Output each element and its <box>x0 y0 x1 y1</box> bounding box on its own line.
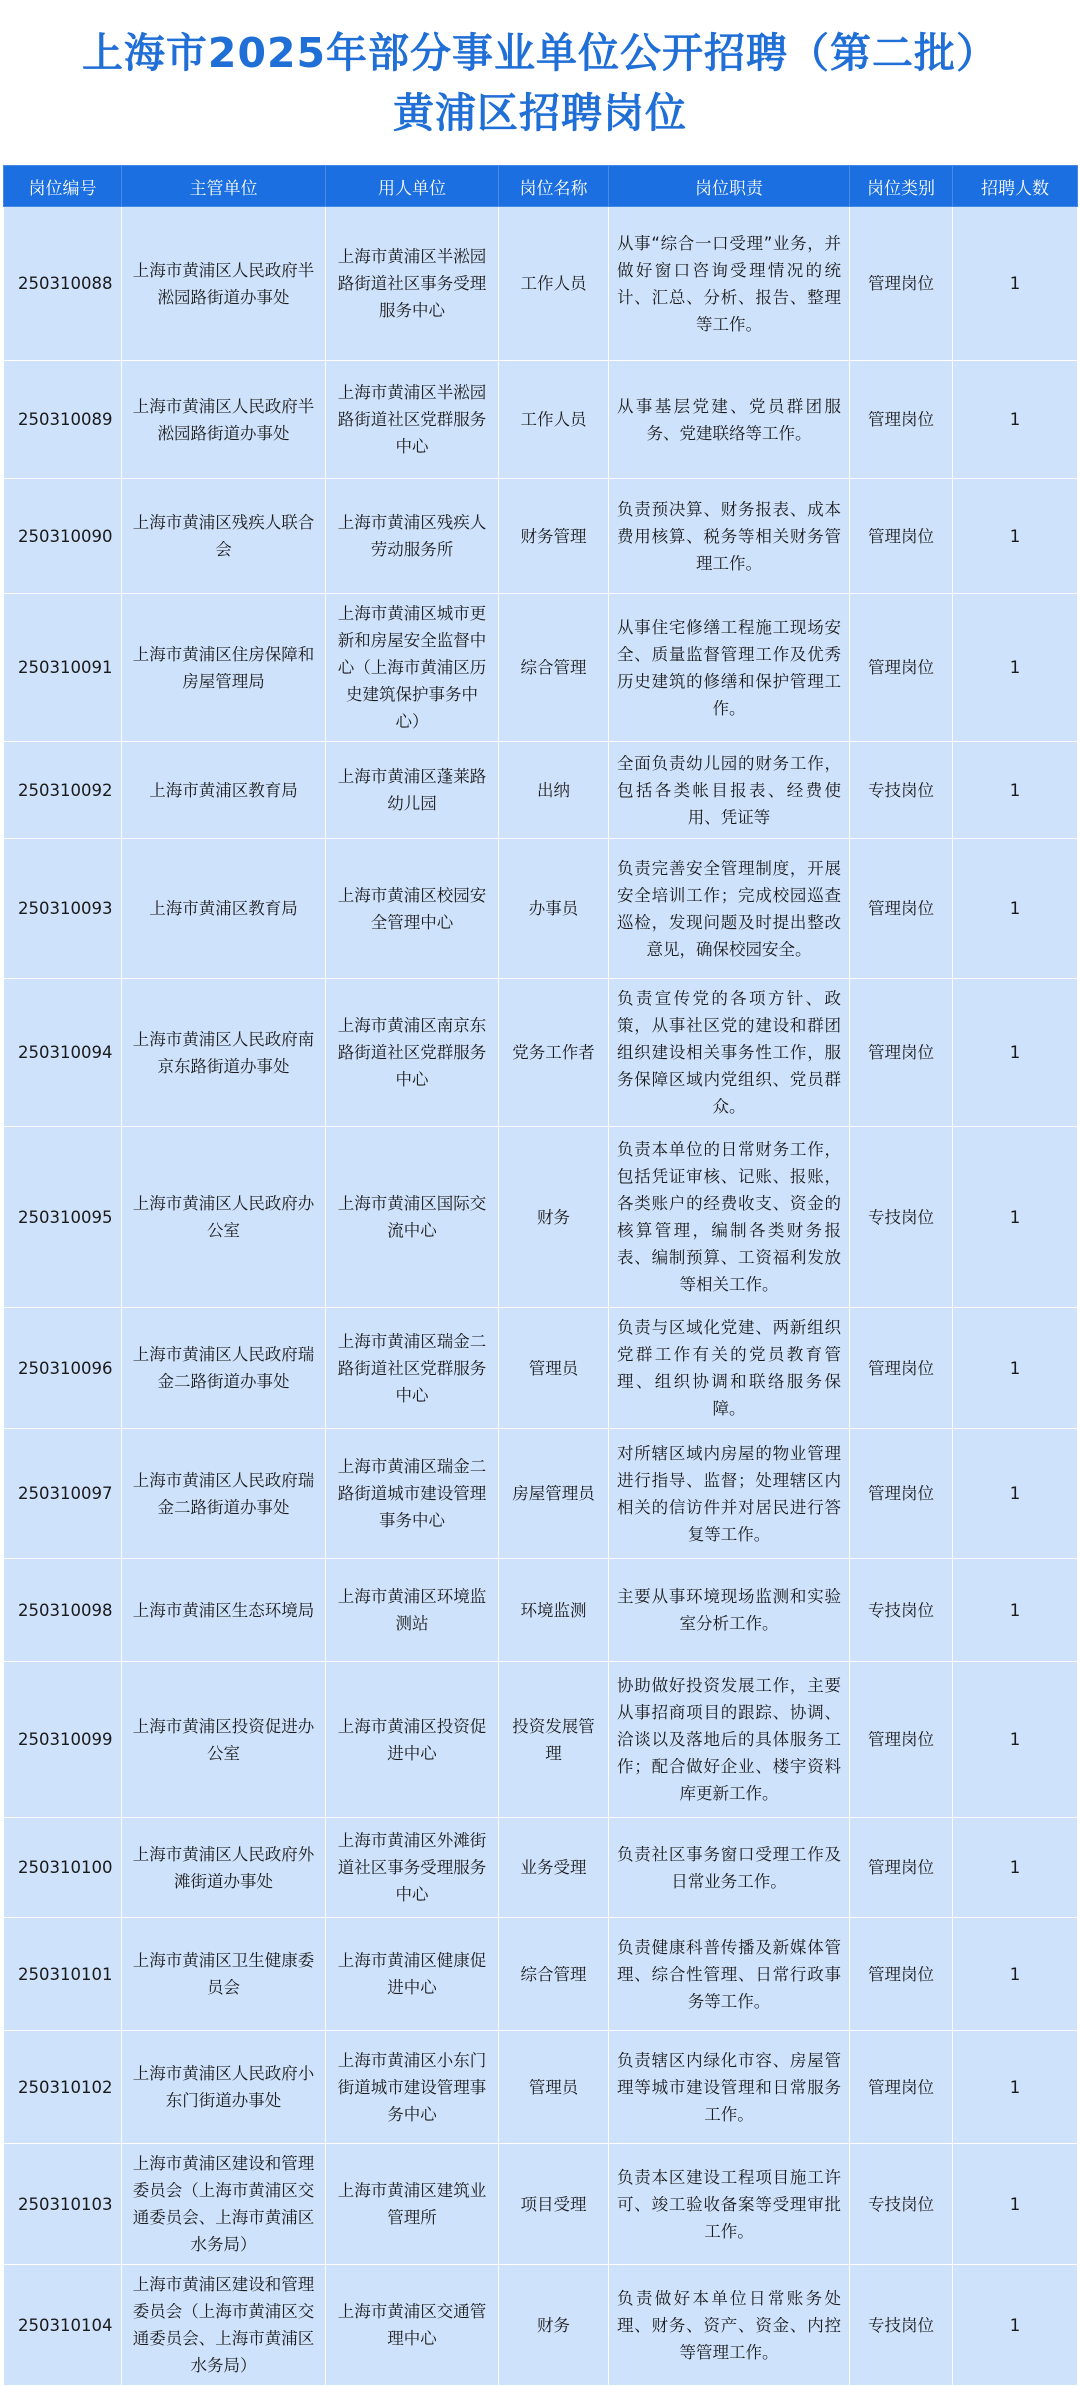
cell-dept: 上海市黄浦区人民政府南京东路街道办事处 <box>122 979 326 1127</box>
cell-count: 1 <box>953 1662 1078 1818</box>
cell-employer: 上海市黄浦区小东门街道城市建设管理事务中心 <box>326 2031 499 2144</box>
cell-category: 管理岗位 <box>850 1818 953 1918</box>
header-dept: 主管单位 <box>122 166 326 207</box>
cell-code: 250310097 <box>4 1429 122 1559</box>
header-count: 招聘人数 <box>953 166 1078 207</box>
cell-position: 财务管理 <box>499 479 609 594</box>
cell-duty: 负责宣传党的各项方针、政策，从事社区党的建设和群团组织建设相关事务性工作，服务保障区域内党组织、党员群众。 <box>609 979 850 1127</box>
cell-employer: 上海市黄浦区瑞金二路街道社区党群服务中心 <box>326 1308 499 1429</box>
table-row <box>4 742 1078 839</box>
cell-duty: 负责本单位的日常财务工作，包括凭证审核、记账、报账，各类账户的经费收支、资金的核算管理，编制各类财务报表、编制预算、工资福利发放等相关工作。 <box>609 1127 850 1308</box>
cell-employer: 上海市黄浦区半淞园路街道社区事务受理服务中心 <box>326 207 499 361</box>
cell-count: 1 <box>953 1127 1078 1308</box>
cell-code: 250310100 <box>4 1818 122 1918</box>
cell-position: 工作人员 <box>499 361 609 479</box>
cell-dept: 上海市黄浦区投资促进办公室 <box>122 1662 326 1818</box>
header-position: 岗位名称 <box>499 166 609 207</box>
cell-position: 业务受理 <box>499 1818 609 1918</box>
cell-dept: 上海市黄浦区人民政府半淞园路街道办事处 <box>122 207 326 361</box>
table-row <box>4 1662 1078 1818</box>
cell-employer: 上海市黄浦区城市更新和房屋安全监督中心（上海市黄浦区历史建筑保护事务中心） <box>326 594 499 742</box>
cell-category: 专技岗位 <box>850 2265 953 2386</box>
table-row <box>4 594 1078 742</box>
cell-duty: 对所辖区域内房屋的物业管理进行指导、监督；处理辖区内相关的信访件并对居民进行答复等工作。 <box>609 1429 850 1559</box>
cell-employer: 上海市黄浦区瑞金二路街道城市建设管理事务中心 <box>326 1429 499 1559</box>
header-category: 岗位类别 <box>850 166 953 207</box>
cell-employer: 上海市黄浦区投资促进中心 <box>326 1662 499 1818</box>
cell-employer: 上海市黄浦区健康促进中心 <box>326 1918 499 2031</box>
cell-dept: 上海市黄浦区建设和管理委员会（上海市黄浦区交通委员会、上海市黄浦区水务局） <box>122 2265 326 2386</box>
cell-duty: 从事住宅修缮工程施工现场安全、质量监督管理工作及优秀历史建筑的修缮和保护管理工作。 <box>609 594 850 742</box>
cell-category: 专技岗位 <box>850 2144 953 2265</box>
cell-dept: 上海市黄浦区人民政府瑞金二路街道办事处 <box>122 1308 326 1429</box>
cell-position: 管理员 <box>499 1308 609 1429</box>
cell-category: 管理岗位 <box>850 1308 953 1429</box>
cell-employer: 上海市黄浦区残疾人劳动服务所 <box>326 479 499 594</box>
table-row <box>4 207 1078 361</box>
cell-employer: 上海市黄浦区建筑业管理所 <box>326 2144 499 2265</box>
cell-dept: 上海市黄浦区残疾人联合会 <box>122 479 326 594</box>
cell-employer: 上海市黄浦区环境监测站 <box>326 1559 499 1662</box>
header-employer: 用人单位 <box>326 166 499 207</box>
cell-count: 1 <box>953 839 1078 979</box>
cell-duty: 负责社区事务窗口受理工作及日常业务工作。 <box>609 1818 850 1918</box>
cell-duty: 负责本区建设工程项目施工许可、竣工验收备案等受理审批工作。 <box>609 2144 850 2265</box>
cell-dept: 上海市黄浦区卫生健康委员会 <box>122 1918 326 2031</box>
cell-employer: 上海市黄浦区半淞园路街道社区党群服务中心 <box>326 361 499 479</box>
cell-position: 出纳 <box>499 742 609 839</box>
cell-dept: 上海市黄浦区人民政府办公室 <box>122 1127 326 1308</box>
cell-position: 党务工作者 <box>499 979 609 1127</box>
cell-duty: 负责预决算、财务报表、成本费用核算、税务等相关财务管理工作。 <box>609 479 850 594</box>
cell-dept: 上海市黄浦区人民政府瑞金二路街道办事处 <box>122 1429 326 1559</box>
cell-code: 250310092 <box>4 742 122 839</box>
cell-code: 250310093 <box>4 839 122 979</box>
cell-count: 1 <box>953 207 1078 361</box>
cell-category: 管理岗位 <box>850 361 953 479</box>
cell-dept: 上海市黄浦区生态环境局 <box>122 1559 326 1662</box>
cell-dept: 上海市黄浦区人民政府外滩街道办事处 <box>122 1818 326 1918</box>
cell-count: 1 <box>953 1818 1078 1918</box>
cell-code: 250310094 <box>4 979 122 1127</box>
cell-position: 办事员 <box>499 839 609 979</box>
cell-position: 项目受理 <box>499 2144 609 2265</box>
cell-duty: 负责完善安全管理制度，开展安全培训工作；完成校园巡查巡检，发现问题及时提出整改意见，确保校园安全。 <box>609 839 850 979</box>
cell-code: 250310090 <box>4 479 122 594</box>
cell-employer: 上海市黄浦区蓬莱路幼儿园 <box>326 742 499 839</box>
cell-category: 专技岗位 <box>850 742 953 839</box>
page-title: 上海市2025年部分事业单位公开招聘（第二批） <box>81 28 999 77</box>
cell-count: 1 <box>953 742 1078 839</box>
cell-category: 管理岗位 <box>850 839 953 979</box>
cell-category: 管理岗位 <box>850 207 953 361</box>
cell-category: 管理岗位 <box>850 479 953 594</box>
cell-count: 1 <box>953 979 1078 1127</box>
cell-position: 综合管理 <box>499 1918 609 2031</box>
cell-code: 250310095 <box>4 1127 122 1308</box>
cell-code: 250310102 <box>4 2031 122 2144</box>
cell-count: 1 <box>953 361 1078 479</box>
cell-employer: 上海市黄浦区国际交流中心 <box>326 1127 499 1308</box>
table-row <box>4 979 1078 1127</box>
cell-code: 250310098 <box>4 1559 122 1662</box>
cell-position: 财务 <box>499 1127 609 1308</box>
cell-count: 1 <box>953 1308 1078 1429</box>
cell-category: 专技岗位 <box>850 1127 953 1308</box>
header-code: 岗位编号 <box>4 166 122 207</box>
cell-dept: 上海市黄浦区住房保障和房屋管理局 <box>122 594 326 742</box>
cell-duty: 负责与区域化党建、两新组织党群工作有关的党员教育管理、组织协调和联络服务保障。 <box>609 1308 850 1429</box>
cell-duty: 主要从事环境现场监测和实验室分析工作。 <box>609 1559 850 1662</box>
cell-count: 1 <box>953 2031 1078 2144</box>
table-row <box>4 2031 1078 2144</box>
cell-count: 1 <box>953 1559 1078 1662</box>
cell-category: 专技岗位 <box>850 1559 953 1662</box>
cell-count: 1 <box>953 1918 1078 2031</box>
cell-dept: 上海市黄浦区人民政府小东门街道办事处 <box>122 2031 326 2144</box>
cell-position: 管理员 <box>499 2031 609 2144</box>
cell-duty: 全面负责幼儿园的财务工作，包括各类帐目报表、经费使用、凭证等 <box>609 742 850 839</box>
cell-code: 250310088 <box>4 207 122 361</box>
cell-employer: 上海市黄浦区外滩街道社区事务受理服务中心 <box>326 1818 499 1918</box>
cell-employer: 上海市黄浦区交通管理中心 <box>326 2265 499 2386</box>
cell-position: 综合管理 <box>499 594 609 742</box>
cell-code: 250310099 <box>4 1662 122 1818</box>
cell-position: 工作人员 <box>499 207 609 361</box>
cell-category: 管理岗位 <box>850 1429 953 1559</box>
cell-dept: 上海市黄浦区建设和管理委员会（上海市黄浦区交通委员会、上海市黄浦区水务局） <box>122 2144 326 2265</box>
cell-position: 房屋管理员 <box>499 1429 609 1559</box>
cell-position: 环境监测 <box>499 1559 609 1662</box>
cell-category: 管理岗位 <box>850 1662 953 1818</box>
table-header-row <box>4 166 1078 207</box>
cell-category: 管理岗位 <box>850 979 953 1127</box>
recruitment-table <box>3 165 1078 2386</box>
cell-count: 1 <box>953 2144 1078 2265</box>
cell-duty: 负责健康科普传播及新媒体管理、综合性管理、日常行政事务等工作。 <box>609 1918 850 2031</box>
table-row <box>4 1818 1078 1918</box>
table-row <box>4 479 1078 594</box>
table-row <box>4 839 1078 979</box>
table-row <box>4 2265 1078 2386</box>
cell-duty: 协助做好投资发展工作，主要从事招商项目的跟踪、协调、洽谈以及落地后的具体服务工作；配合做好企业、楼宇资料库更新工作。 <box>609 1662 850 1818</box>
table-row <box>4 1308 1078 1429</box>
table-row <box>4 2144 1078 2265</box>
cell-code: 250310096 <box>4 1308 122 1429</box>
cell-count: 1 <box>953 594 1078 742</box>
table-row <box>4 361 1078 479</box>
table-row <box>4 1918 1078 2031</box>
cell-category: 管理岗位 <box>850 594 953 742</box>
table-row <box>4 1429 1078 1559</box>
cell-duty: 从事基层党建、党员群团服务、党建联络等工作。 <box>609 361 850 479</box>
page-subtitle: 黄浦区招聘岗位 <box>393 88 687 137</box>
cell-code: 250310103 <box>4 2144 122 2265</box>
cell-code: 250310104 <box>4 2265 122 2386</box>
cell-dept: 上海市黄浦区教育局 <box>122 742 326 839</box>
cell-count: 1 <box>953 1429 1078 1559</box>
cell-duty: 负责做好本单位日常账务处理、财务、资产、资金、内控等管理工作。 <box>609 2265 850 2386</box>
table-row <box>4 1559 1078 1662</box>
cell-code: 250310091 <box>4 594 122 742</box>
cell-employer: 上海市黄浦区南京东路街道社区党群服务中心 <box>326 979 499 1127</box>
cell-position: 财务 <box>499 2265 609 2386</box>
header-duty: 岗位职责 <box>609 166 850 207</box>
page-header <box>0 0 1080 165</box>
cell-position: 投资发展管理 <box>499 1662 609 1818</box>
cell-code: 250310089 <box>4 361 122 479</box>
cell-dept: 上海市黄浦区教育局 <box>122 839 326 979</box>
cell-employer: 上海市黄浦区校园安全管理中心 <box>326 839 499 979</box>
cell-count: 1 <box>953 2265 1078 2386</box>
cell-category: 管理岗位 <box>850 1918 953 2031</box>
cell-count: 1 <box>953 479 1078 594</box>
table-row <box>4 1127 1078 1308</box>
cell-duty: 从事“综合一口受理”业务，并做好窗口咨询受理情况的统计、汇总、分析、报告、整理等工作。 <box>609 207 850 361</box>
cell-category: 管理岗位 <box>850 2031 953 2144</box>
cell-dept: 上海市黄浦区人民政府半淞园路街道办事处 <box>122 361 326 479</box>
cell-duty: 负责辖区内绿化市容、房屋管理等城市建设管理和日常服务工作。 <box>609 2031 850 2144</box>
cell-code: 250310101 <box>4 1918 122 2031</box>
